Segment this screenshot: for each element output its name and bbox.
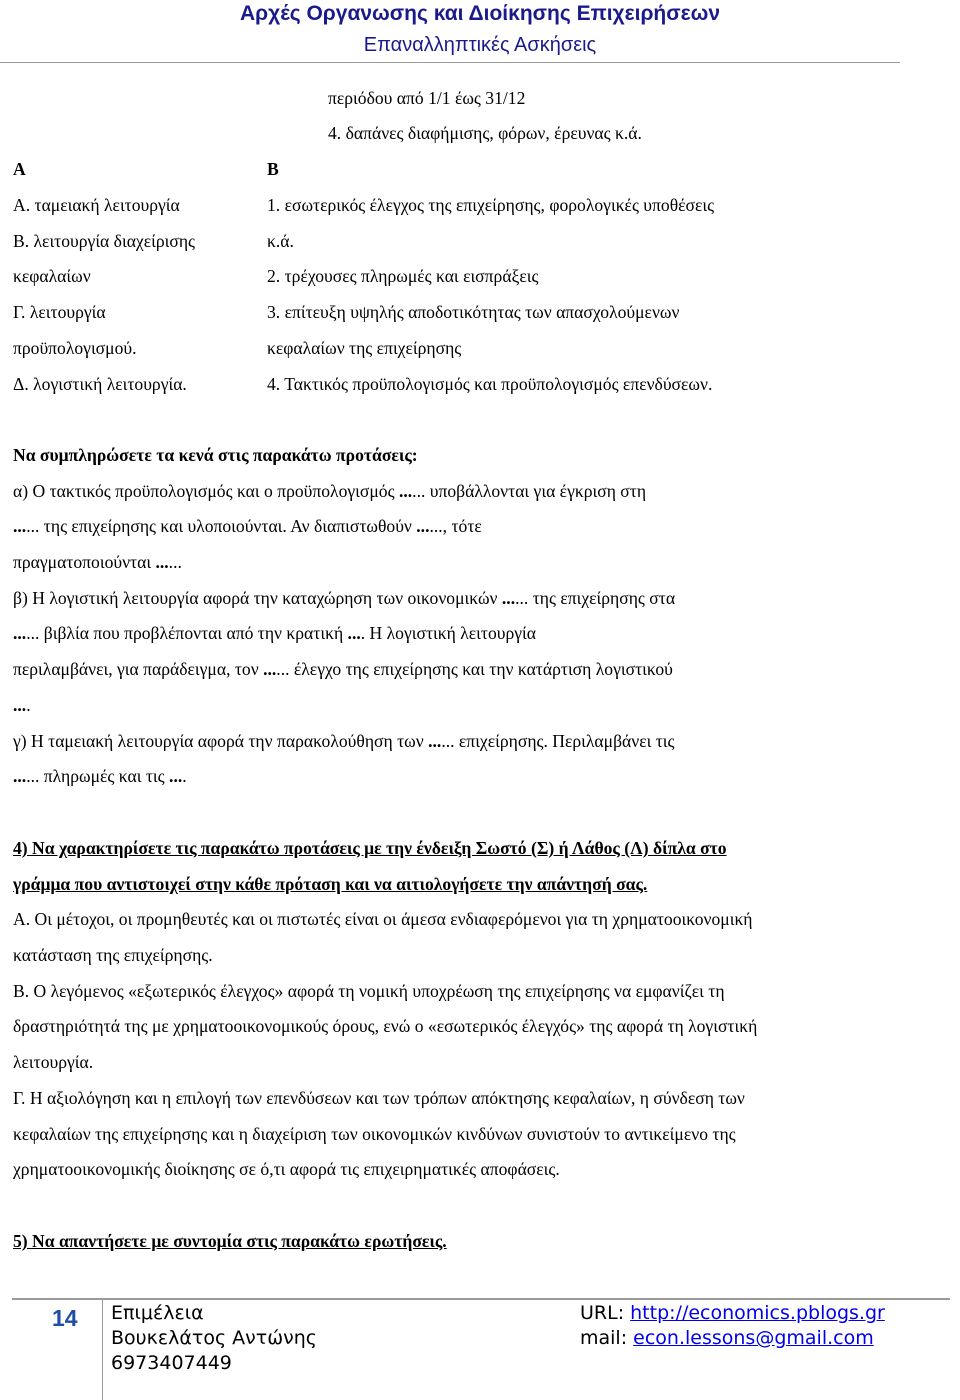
column-a-item: προϋπολογισμού. bbox=[13, 338, 137, 358]
header-divider bbox=[0, 62, 900, 63]
column-b-item: 4. Τακτικός προϋπολογισμός και προϋπολογισμός επενδύσεων. bbox=[267, 374, 713, 394]
fill-blanks-line bbox=[13, 733, 675, 751]
footer-vertical-divider bbox=[102, 1300, 103, 1400]
page-header-title: Αρχές Οργανωσης και Διοίκησης Επιχειρήσεων bbox=[239, 2, 721, 25]
sentence-text: . bbox=[182, 766, 187, 786]
fill-blanks-line bbox=[13, 768, 187, 786]
question-4-line: Γ. Η αξιολόγηση και η επιλογή των επενδύσεων και των τρόπων απόκτησης κεφαλαίων, η σύνδεση των bbox=[13, 1088, 745, 1108]
blank-dots: ... bbox=[263, 659, 277, 679]
matching-intro-line2: 4. δαπάνες διαφήμισης, φόρων, έρευνας κ.ά. bbox=[328, 123, 642, 143]
column-a-item: Δ. λογιστική λειτουργία. bbox=[13, 374, 187, 394]
sentence-text: α) Ο τακτικός προϋπολογισμός και ο προϋπολογισμός bbox=[13, 481, 399, 501]
blank-dots: ... bbox=[398, 481, 413, 501]
column-a-item: Α. ταμειακή λειτουργία bbox=[13, 195, 180, 215]
blank-dots: ... bbox=[155, 552, 169, 572]
question-4-line: δραστηριότητά της με χρηματοοικονομικούς όρους, ενώ ο «εσωτερικός έλεγχός» της αφορά τη λογιστική bbox=[13, 1016, 758, 1036]
fill-blanks-line bbox=[13, 590, 675, 608]
column-a-item: Γ. λειτουργία bbox=[13, 302, 106, 322]
column-b-item: 1. εσωτερικός έλεγχος της επιχείρησης, φορολογικές υποθέσεις bbox=[267, 195, 715, 215]
column-b-item: 3. επίτευξη υψηλής αποδοτικότητας των απασχολούμενων bbox=[267, 302, 680, 322]
fill-blanks-line bbox=[13, 483, 646, 501]
question-4-heading: 4) Να χαρακτηρίσετε τις παρακάτω προτάσεις με την ένδειξη Σωστό (Σ) ή Λάθος (Λ) δίπλα στο bbox=[13, 838, 727, 858]
fill-blanks-line bbox=[13, 625, 536, 643]
sentence-text: ... της επιχείρησης στα bbox=[515, 588, 676, 608]
question-4-line: κατάσταση της επιχείρησης. bbox=[13, 945, 213, 965]
sentence-text: ... βιβλία που προβλέπονται από την κρατική bbox=[26, 623, 348, 643]
column-b-item: 2. τρέχουσες πληρωμές και εισπράξεις bbox=[267, 266, 539, 286]
question-4-line: χρηματοοικονομικής διοίκησης σε ό,τι αφορά τις επιχειρηματικές αποφάσεις. bbox=[13, 1159, 560, 1179]
sentence-text: περιλαμβάνει, για παράδειγμα, τον bbox=[13, 659, 264, 679]
blank-dots: ... bbox=[416, 516, 430, 536]
blank-dots: ... bbox=[347, 623, 361, 643]
column-a-item: Β. λειτουργία διαχείρισης bbox=[13, 231, 196, 251]
blank-dots: ... bbox=[428, 731, 442, 751]
fill-blanks-line bbox=[13, 554, 182, 572]
column-b-header: Β bbox=[267, 159, 279, 179]
footer-divider bbox=[12, 1298, 950, 1300]
footer-phone: 6973407449 bbox=[111, 1352, 232, 1374]
fill-blanks-heading: Να συμπληρώσετε τα κενά στις παρακάτω προτάσεις: bbox=[13, 445, 418, 465]
sentence-text: . bbox=[26, 695, 31, 715]
footer-url-link[interactable]: http://economics.pblogs.gr bbox=[630, 1302, 885, 1324]
column-b-item: κεφαλαίων της επιχείρησης bbox=[267, 338, 462, 358]
fill-blanks-line bbox=[13, 518, 482, 536]
footer-url-label: URL: bbox=[580, 1302, 631, 1324]
sentence-text: ... υποβάλλονται για έγκριση στη bbox=[412, 481, 647, 501]
fill-blanks-line bbox=[13, 697, 31, 715]
column-a-item: κεφαλαίων bbox=[13, 266, 91, 286]
sentence-text: πραγματοποιούνται bbox=[13, 552, 156, 572]
blank-dots: ... bbox=[169, 766, 183, 786]
question-4-line: Β. Ο λεγόμενος «εξωτερικός έλεγχος» αφορά τη νομική υποχρέωση της επιχείρησης να εμφανίζει τη bbox=[13, 981, 725, 1001]
question-4-line: λειτουργία. bbox=[13, 1052, 94, 1072]
question-4-line: κεφαλαίων της επιχείρησης και η διαχείριση των οικονομικών κινδύνων συνιστούν το αντικείμενο της bbox=[13, 1124, 736, 1144]
footer-editor-label: Επιμέλεια bbox=[111, 1302, 204, 1324]
matching-intro-line1: περιόδου από 1/1 έως 31/12 bbox=[328, 88, 526, 108]
sentence-text: ... της επιχείρησης και υλοποιούνται. Αν διαπιστωθούν bbox=[26, 516, 417, 536]
column-b-item: κ.ά. bbox=[267, 231, 294, 251]
question-4-line: Α. Οι μέτοχοι, οι προμηθευτές και οι πιστωτές είναι οι άμεσα ενδιαφερόμενοι για τη χρηματοοικονομική bbox=[13, 909, 753, 929]
column-a-header: Α bbox=[13, 159, 26, 179]
question-5-heading: 5) Να απαντήσετε με συντομία στις παρακάτω ερωτήσεις. bbox=[13, 1231, 447, 1251]
footer-url-row bbox=[580, 1304, 885, 1323]
footer-editor-name: Βουκελάτος Αντώνης bbox=[111, 1327, 317, 1349]
sentence-text: β) Η λογιστική λειτουργία αφορά την καταχώρηση των οικονομικών bbox=[13, 588, 502, 608]
sentence-text: ... bbox=[168, 552, 182, 572]
blank-dots: ... bbox=[13, 623, 27, 643]
footer-mail-label: mail: bbox=[580, 1327, 634, 1349]
page-number: 14 bbox=[52, 1305, 78, 1331]
sentence-text: ... επιχείρησης. Περιλαμβάνει τις bbox=[441, 731, 675, 751]
sentence-text: ... έλεγχο της επιχείρησης και την κατάρτιση λογιστικού bbox=[276, 659, 673, 679]
page-header-subtitle: Επαναλληπτικές Ασκήσεις bbox=[363, 34, 597, 56]
blank-dots: ... bbox=[13, 766, 27, 786]
sentence-text: ... πληρωμές και τις bbox=[26, 766, 170, 786]
blank-dots: ... bbox=[13, 695, 27, 715]
sentence-text: γ) Η ταμειακή λειτουργία αφορά την παρακολούθηση των bbox=[13, 731, 429, 751]
sentence-text: . Η λογιστική λειτουργία bbox=[360, 623, 536, 643]
footer-mail-link[interactable]: econ.lessons@gmail.com bbox=[633, 1327, 874, 1349]
blank-dots: ... bbox=[501, 588, 516, 608]
fill-blanks-line bbox=[13, 661, 673, 679]
footer-mail-row bbox=[580, 1329, 874, 1348]
sentence-text: ..., τότε bbox=[429, 516, 482, 536]
blank-dots: ... bbox=[13, 516, 27, 536]
question-4-heading: γράμμα που αντιστοιχεί στην κάθε πρόταση και να αιτιολογήσετε την απάντησή σας. bbox=[13, 874, 648, 894]
